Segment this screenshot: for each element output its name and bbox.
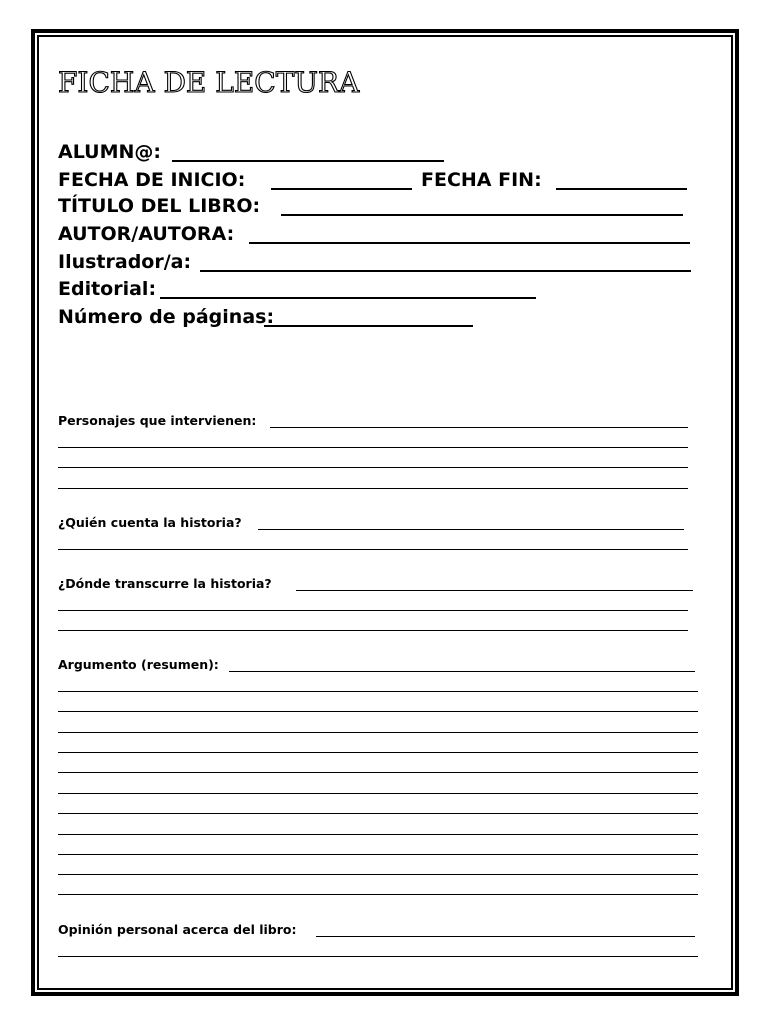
summary-input-line[interactable] [58,854,698,855]
start-date-input-line[interactable] [271,188,412,190]
characters-input-line[interactable] [58,467,688,468]
start-date-label: FECHA DE INICIO: [58,169,246,191]
setting-input-line[interactable] [58,630,688,631]
summary-input-line[interactable] [58,874,698,875]
publisher-input-line[interactable] [160,297,536,299]
opinion-label: Opinión personal acerca del libro: [58,922,297,937]
summary-input-line[interactable] [58,732,698,733]
summary-input-line[interactable] [58,834,698,835]
student-input-line[interactable] [172,160,444,162]
publisher-label: Editorial: [58,278,157,300]
summary-input-line[interactable] [58,772,698,773]
narrator-input-line[interactable] [58,549,688,550]
opinion-input-line[interactable] [58,956,698,957]
illustrator-input-line[interactable] [200,270,691,272]
narrator-label: ¿Quién cuenta la historia? [58,515,242,530]
worksheet-title: FICHA DE LECTURA [58,66,360,99]
summary-input-line[interactable] [58,793,698,794]
summary-input-line[interactable] [58,752,698,753]
characters-input-line[interactable] [58,488,688,489]
setting-input-line[interactable] [58,610,688,611]
setting-input-line[interactable] [296,590,693,591]
opinion-input-line[interactable] [316,936,695,937]
pages-input-line[interactable] [264,325,473,327]
characters-input-line[interactable] [58,447,688,448]
author-input-line[interactable] [249,242,690,244]
summary-input-line[interactable] [229,671,695,672]
characters-input-line[interactable] [270,427,688,428]
summary-label: Argumento (resumen): [58,657,219,672]
pages-label: Número de páginas: [58,306,275,328]
setting-label: ¿Dónde transcurre la historia? [58,576,272,591]
summary-input-line[interactable] [58,691,698,692]
characters-label: Personajes que intervienen: [58,413,257,428]
narrator-input-line[interactable] [258,529,684,530]
end-date-label: FECHA FIN: [421,169,542,191]
summary-input-line[interactable] [58,711,698,712]
summary-input-line[interactable] [58,813,698,814]
book-title-input-line[interactable] [281,214,683,216]
summary-input-line[interactable] [58,894,698,895]
illustrator-label: Ilustrador/a: [58,251,192,273]
book-title-label: TÍTULO DEL LIBRO: [58,195,261,217]
end-date-input-line[interactable] [556,188,687,190]
author-label: AUTOR/AUTORA: [58,223,235,245]
student-label: ALUMN@: [58,141,161,163]
